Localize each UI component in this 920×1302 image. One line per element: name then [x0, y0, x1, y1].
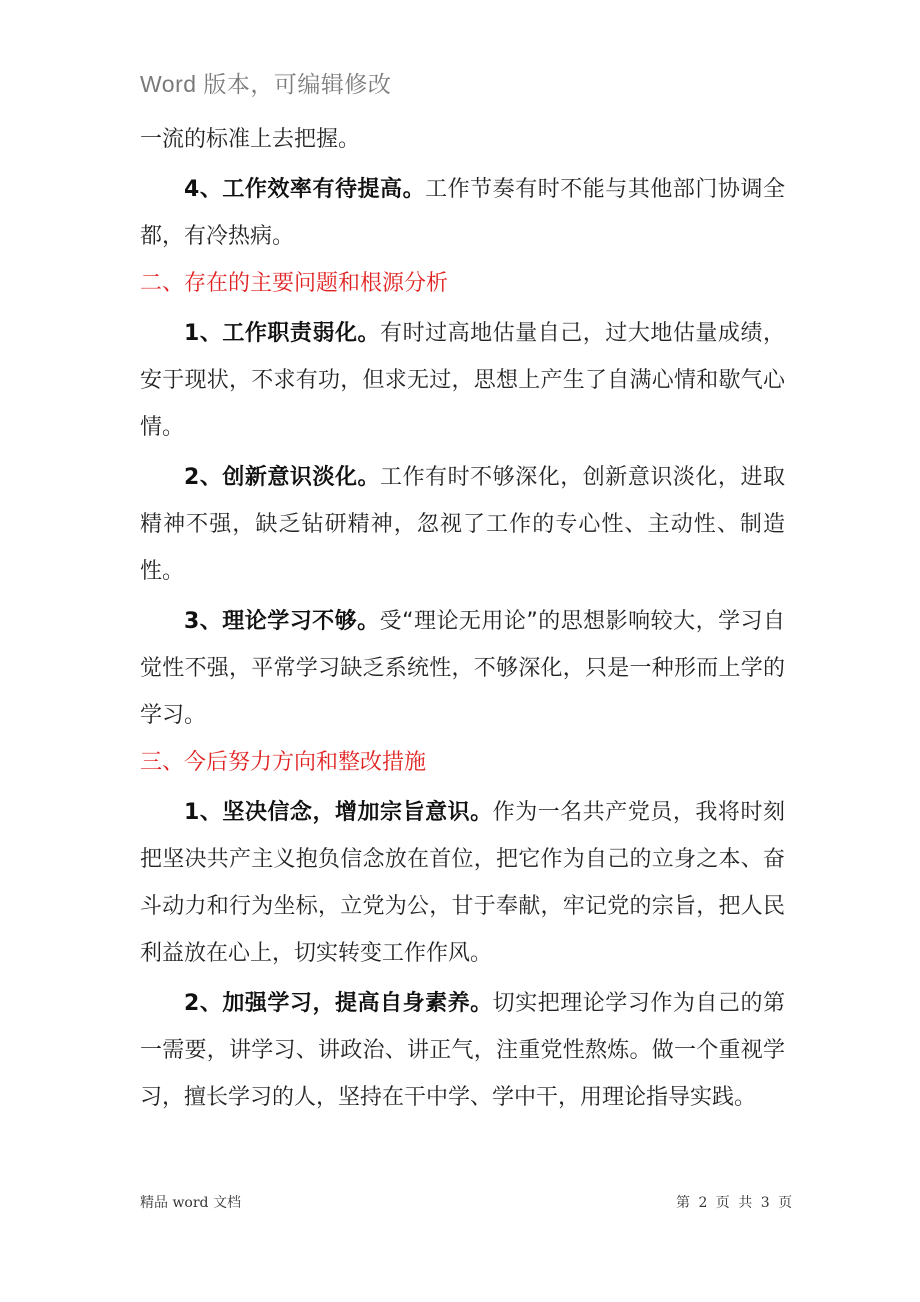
paragraph-section3-item-1: [140, 789, 785, 977]
paragraph-item-4-text: 工作节奏有时不能与其他部门协调全都，有冷热病。: [140, 177, 785, 249]
paragraph-section3-item-2-text: 切实把理论学习作为自己的第一需要，讲学习、讲政治、讲正气，注重党性熬炼。做一个重视学习，擅长学习的人，坚持在干中学、学中干，用理论指导实践。: [140, 991, 785, 1110]
section-heading-3: 三、今后努力方向和整改措施: [140, 750, 427, 775]
paragraph-section2-item-1-text: 有时过高地估量自己，过大地估量成绩，安于现状，不求有功，但求无过，思想上产生了自满心情和歇气心情。: [140, 321, 785, 440]
paragraph-section3-item-1-text: 作为一名共产党员，我将时刻把坚决共产主义抱负信念放在首位，把它作为自己的立身之本、奋斗动力和行为坐标，立党为公，甘于奉献，牢记党的宗旨，把人民利益放在心上，切实转变工作作风。: [140, 800, 785, 966]
paragraph-section3-item-2: [140, 980, 785, 1121]
footer-label: 精品 word 文档: [140, 1195, 241, 1211]
paragraph-section2-item-1: [140, 310, 785, 451]
paragraph-section2-item-2: [140, 454, 785, 595]
paragraph-section2-item-1-title: 1、工作职责弱化。: [184, 321, 381, 346]
page-number: 第 2 页 共 3 页: [676, 1195, 793, 1211]
paragraph-section3-item-1-title: 1、坚决信念，增加宗旨意识。: [184, 800, 493, 825]
paragraph-item-4: [140, 166, 785, 260]
paragraph-section2-item-2-text: 工作有时不够深化，创新意识淡化，进取精神不强，缺乏钻研精神，忽视了工作的专心性、主动性、制造性。: [140, 465, 785, 584]
paragraph-section2-item-3-text: 受“理论无用论”的思想影响较大，学习自觉性不强，平常学习缺乏系统性，不够深化，只是一种形而上学的学习。: [140, 609, 785, 728]
paragraph-section2-item-3-title: 3、理论学习不够。: [184, 609, 380, 634]
document-header: Word 版本，可编辑修改: [140, 71, 392, 97]
paragraph-continuation: 一流的标准上去把握。: [140, 127, 361, 152]
paragraph-section3-item-2-title: 2、加强学习，提高自身素养。: [184, 991, 493, 1016]
paragraph-section2-item-2-title: 2、创新意识淡化。: [184, 465, 381, 490]
section-heading-2: 二、存在的主要问题和根源分析: [140, 271, 449, 296]
paragraph-section2-item-3: [140, 598, 785, 739]
paragraph-item-4-title: 4、工作效率有待提高。: [184, 177, 426, 202]
document-body: [140, 116, 785, 1121]
